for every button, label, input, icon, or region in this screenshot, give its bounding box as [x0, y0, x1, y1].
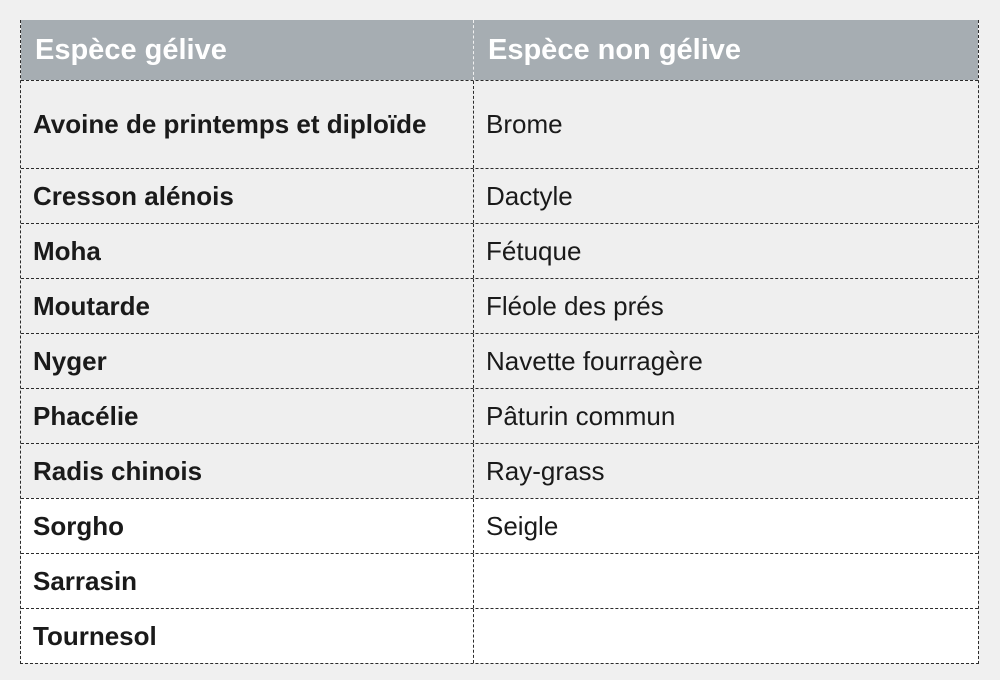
- cell-non-gelive: Navette fourragère: [486, 345, 703, 376]
- cell-non-gelive: Dactyle: [486, 180, 573, 211]
- cell-gelive: Moha: [21, 224, 474, 278]
- cell-gelive: Sorgho: [21, 499, 474, 553]
- table-row: [21, 498, 978, 553]
- cell-non-gelive: Pâturin commun: [486, 400, 676, 431]
- cell-non-gelive: Ray-grass: [486, 455, 605, 486]
- cell-non-gelive: [474, 554, 978, 608]
- table-row: [21, 553, 978, 608]
- cell-gelive: Sarrasin: [21, 554, 474, 608]
- cell-non-gelive: Fléole des prés: [486, 290, 664, 321]
- cell-non-gelive: [474, 609, 978, 663]
- cell-gelive: Avoine de printemps et diploïde: [21, 81, 474, 168]
- cell-gelive: Radis chinois: [21, 444, 474, 498]
- table-row: [21, 80, 978, 168]
- cell-non-gelive: Seigle: [486, 510, 559, 541]
- table-row: [21, 388, 978, 443]
- table-row: [21, 168, 978, 223]
- cell-gelive: Moutarde: [21, 279, 474, 333]
- cell-gelive: Nyger: [21, 334, 474, 388]
- table-row: [21, 223, 978, 278]
- header-cell-gelive: Espèce gélive: [21, 20, 474, 80]
- species-table: [20, 20, 979, 664]
- cell-gelive: Cresson alénois: [21, 169, 474, 223]
- header-cell-non-gelive: Espèce non gélive: [488, 33, 742, 66]
- cell-non-gelive: Fétuque: [486, 235, 582, 266]
- cell-non-gelive: Brome: [486, 109, 563, 139]
- cell-gelive: Tournesol: [21, 609, 474, 663]
- table-row: [21, 443, 978, 498]
- table-row: [21, 608, 978, 663]
- table-row: [21, 333, 978, 388]
- table-row: [21, 278, 978, 333]
- cell-gelive: Phacélie: [21, 389, 474, 443]
- table-header-row: [21, 20, 978, 80]
